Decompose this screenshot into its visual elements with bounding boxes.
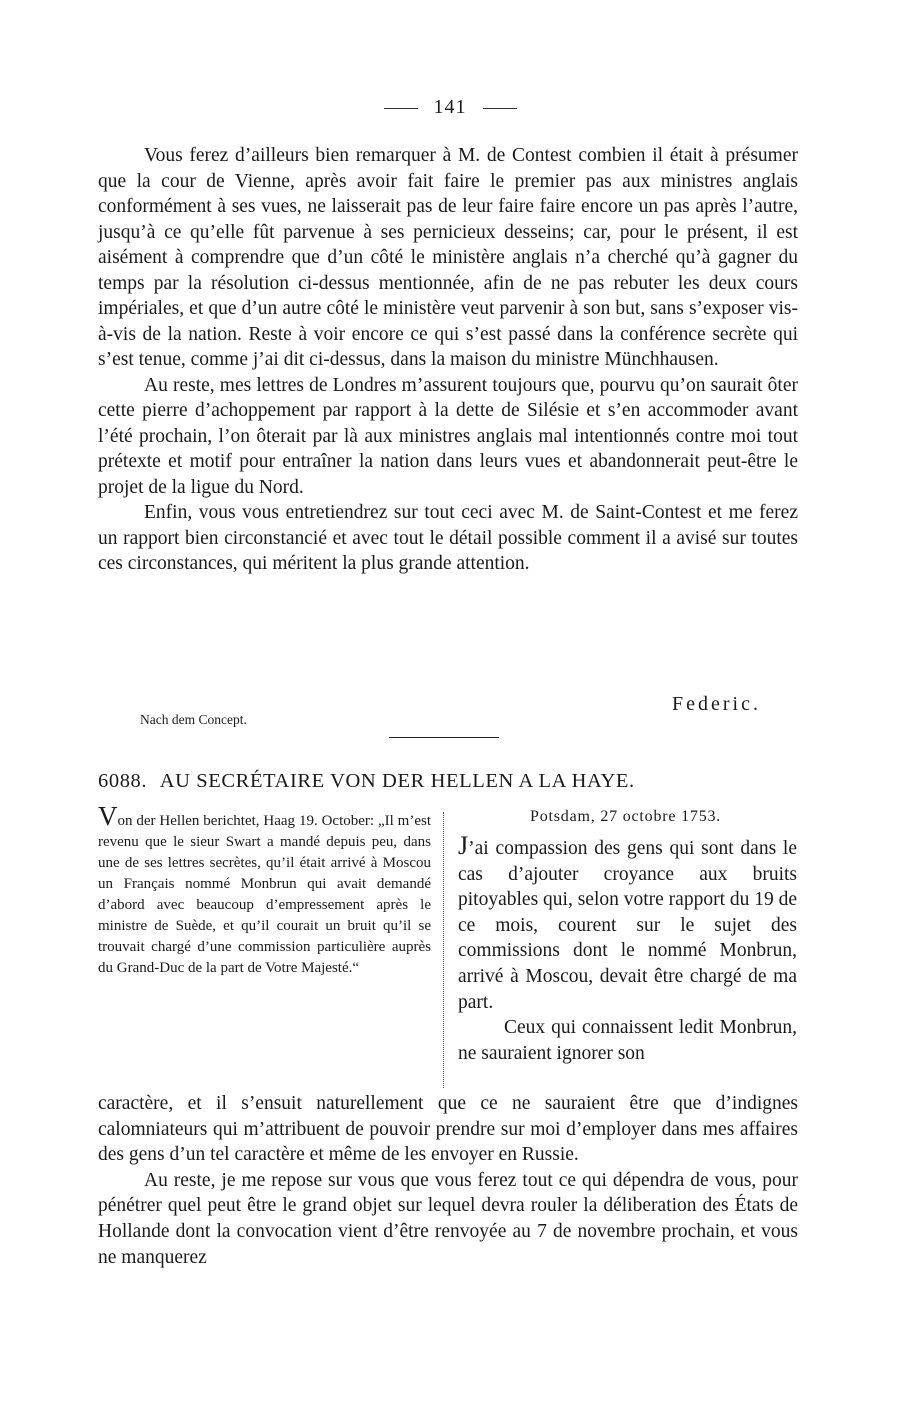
letter-title: AU SECRÉTAIRE VON DER HELLEN A LA HAYE. [159, 770, 635, 792]
summary-initial: V [98, 801, 118, 831]
letter-body-column [458, 833, 797, 1066]
paragraph: Enfin, vous vous entretiendrez sur tout ceci avec M. de Saint-Contest et me ferez un rapport bien circonstancié et avec tout le détail possible comment il a avisé sur toutes ces circonstances, qui méritent la plus grande attention. [98, 502, 798, 574]
header-rule-left [384, 108, 418, 109]
letter-number: 6088. [98, 770, 148, 792]
paragraph: Vous ferez d’ailleurs bien remarquer à M. de Contest combien il était à présumer que la cour de Vienne, après avoir fait faire le premier pas aux ministres anglais conformément à ses vues, ne laisserait pas de leur faire faire encore un pas après l’autre, jusqu’à ce qu’elle fût parvenue à ses pernicieux desseins; car, pour le présent, il est aisément à comprendre que d’un côté le ministère anglais n’a cherché qu’à gagner du temps par la résolution ci-dessus mentionnée, afin de ne pas rebuter les deux cours impériales, et que d’un autre côté le ministère veut parvenir à son but, sans s’exposer vis-à-vis de la nation. Reste à voir encore ce qui s’est passé dans la conférence secrète qui s’est tenue, comme j’ai dit ci-dessus, dans la maison du ministre Münchhausen. [98, 145, 798, 370]
signature: Federic. [672, 693, 761, 715]
paragraph: Au reste, mes lettres de Londres m’assurent toujours que, pourvu qu’on saurait ôter cette pierre d’achoppement par rapport à la dette de Silésie et s’en accommoder avant l’été prochain, l’on ôterait par là aux ministres anglais mal intentionnés contre moi tout prétexte et motif pour entraîner la nation dans leurs vues et abandonnerait peut-être le projet de la ligue du Nord. [98, 374, 798, 498]
column-divider [443, 812, 444, 1088]
dateline: Potsdam, 27 octobre 1753. [530, 808, 722, 825]
paragraph [458, 833, 797, 1015]
continued-letter-body [98, 143, 798, 577]
header-rule-right [483, 108, 517, 109]
section-divider [389, 737, 499, 738]
page-header [0, 96, 900, 119]
body-initial: J [458, 831, 469, 860]
summary-text: on der Hellen berichtet, Haag 19. October: „Il m’est revenu que le sieur Swart a mandé depuis peu, dans une de ses lettres secrètes, qu’il était arrivé à Moscou un Français nommé Monbrun qui avait demandé d’abord avec beaucoup d’empressement après le ministre de Suède, et qu’il courait un bruit qu’il se trouvait chargé d’une commission particulière auprès du Grand-Duc de la part de Votre Majesté.“ [98, 813, 431, 976]
source-note: Nach dem Concept. [140, 712, 247, 727]
paragraph-continuation: caractère, et il s’ensuit naturellement que ce ne sauraient être que d’indignes calomniateurs qui m’attribuent de pouvoir prendre sur moi d’employer dans mes affaires des gens d’un tel caractère et même de les envoyer en Russie. [98, 1093, 798, 1166]
paragraph-text: ’ai compassion des gens qui sont dans le cas d’ajouter croyance aux bruits pitoyables qui, selon votre rapport du 19 de ce mois, courent sur le sujet des commissions dont le nommé Monbrun, arrivé à Moscou, devait être chargé de ma part. [458, 838, 798, 1013]
letter-body-full-width [98, 1091, 798, 1270]
page-number: 141 [433, 96, 467, 118]
letter-heading [98, 770, 798, 793]
paragraph: Au reste, je me repose sur vous que vous ferez tout ce qui dépendra de vous, pour pénétrer quel peut être le grand objet sur lequel devra rouler la déliberation des États de Hollande dont la convocation vient d’être renvoyée au 7 de novembre prochain, et vous ne manquerez [98, 1169, 798, 1268]
paragraph: Ceux qui connaissent ledit Monbrun, ne sauraient ignorer son [458, 1017, 797, 1064]
report-summary [98, 801, 431, 979]
